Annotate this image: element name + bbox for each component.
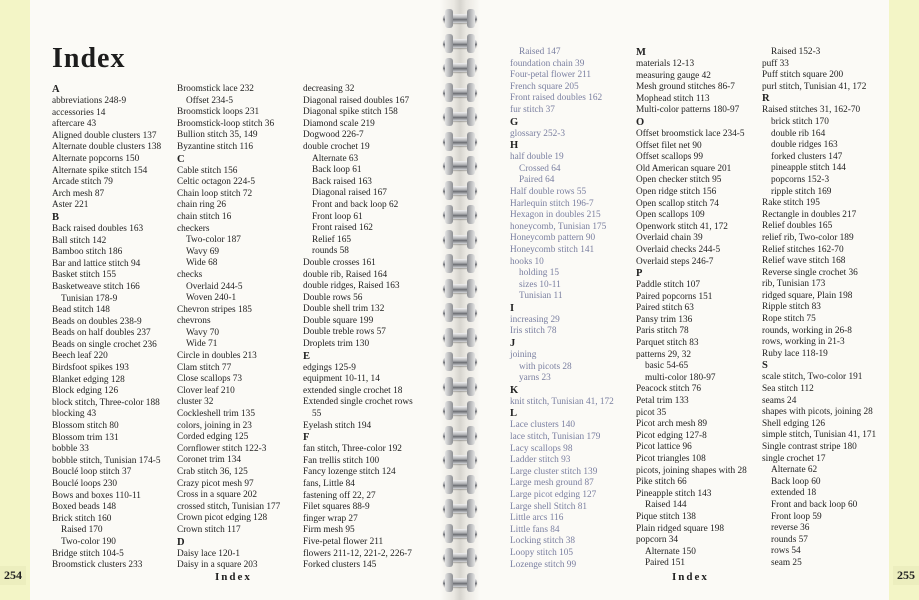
index-entry: Broomstick lace 232	[177, 84, 254, 94]
index-subentry: sizes 10-11	[519, 279, 561, 290]
index-subentry: Wide 71	[186, 339, 218, 350]
binding-coil	[443, 431, 477, 440]
index-entry: materials 12-13	[636, 59, 695, 69]
index-entry: Chevron stripes 185	[177, 304, 252, 315]
index-entry: Hexagon in doubles 215	[510, 210, 601, 221]
index-entry: purl stitch, Tunisian 41, 172	[762, 81, 867, 92]
index-entry: Crazy picot mesh 97	[177, 478, 254, 489]
index-entry: Picot triangles 108	[636, 454, 706, 464]
index-subentry: Front raised 162	[312, 223, 373, 234]
index-entry: Multi-color patterns 180-97	[636, 105, 740, 116]
binding-coil	[443, 504, 477, 513]
binding-coil	[443, 161, 477, 170]
index-entry: knit stitch, Tunisian 41, 172	[510, 396, 614, 407]
index-entry: Beech leaf 220	[52, 351, 108, 362]
index-entry: Basketweave stitch 166	[52, 281, 140, 292]
index-entry: popcorn 34	[636, 535, 679, 546]
index-subentry: with picots 28	[519, 361, 572, 372]
index-entry: Lozenge stitch 99	[510, 559, 577, 570]
left-page-edge	[0, 0, 30, 600]
index-entry: Shell edging 126	[762, 418, 826, 429]
index-entry: Little arcs 116	[510, 513, 564, 524]
binding-coil	[443, 455, 477, 464]
index-entry: Raised stitches 31, 162-70	[762, 105, 861, 116]
index-entry: Harlequin stitch 196-7	[510, 198, 594, 209]
index-entry: Bamboo stitch 186	[52, 247, 123, 258]
index-entry: Beads on single crochet 236	[52, 339, 157, 350]
index-entry: Brick stitch 160	[52, 513, 112, 524]
index-entry: Paired popcorns 151	[636, 291, 713, 302]
index-entry: Puff stitch square 200	[762, 70, 844, 81]
index-entry: Pineapple stitch 143	[636, 488, 712, 499]
index-subentry: Raised 147	[519, 47, 561, 57]
index-entry: Dogwood 226-7	[303, 130, 364, 141]
index-entry: Sea stitch 112	[762, 384, 814, 395]
index-subentry: Overlaid 244-5	[186, 281, 243, 292]
index-entry: Corded edging 125	[177, 432, 249, 443]
index-entry: Single contrast stripe 180	[762, 442, 857, 452]
index-entry: Overlaid chain 39	[636, 233, 703, 244]
index-entry: Firm mesh 95	[303, 525, 355, 536]
index-entry: glossary 252-3	[510, 128, 566, 139]
index-subentry: extended 18	[771, 488, 817, 499]
index-entry: bobble stitch, Tunisian 174-5	[52, 455, 161, 466]
index-subentry: double ridges 163	[771, 140, 838, 151]
binding-coil	[443, 137, 477, 146]
index-entry: extended single crochet 18	[303, 385, 403, 396]
index-entry: checks	[177, 269, 203, 280]
index-entry: Plain ridged square 198	[636, 523, 725, 534]
index-entry: Offset filet net 90	[636, 140, 702, 151]
index-entry: Locking stitch 38	[510, 536, 576, 547]
index-entry: Front raised doubles 162	[510, 93, 603, 104]
left-page-number: 254	[0, 566, 26, 585]
binding-coil	[443, 578, 477, 587]
index-entry: Old American square 201	[636, 163, 732, 174]
index-subentry: Wavy 69	[186, 246, 220, 257]
index-entry: Offset broomstick lace 234-5	[636, 128, 745, 139]
index-subentry: basic 54-65	[645, 361, 689, 372]
index-entry: chain stitch 16	[177, 211, 232, 222]
index-letter-heading: E	[303, 350, 311, 362]
index-entry: Bouclé loops 230	[52, 479, 118, 489]
index-subentry: Woven 240-1	[186, 293, 237, 304]
index-entry: Fan trellis stitch 100	[303, 455, 380, 466]
index-entry: increasing 29	[510, 314, 560, 325]
index-subentry: Offset 234-5	[186, 95, 234, 106]
binding-coil	[443, 284, 477, 293]
index-entry: joining	[510, 350, 537, 361]
index-subentry: yarns 23	[519, 373, 551, 384]
index-entry: Overlaid steps 246-7	[636, 256, 714, 267]
index-entry: Large mesh ground 87	[510, 478, 594, 489]
index-entry: Ripple stitch 83	[762, 302, 821, 313]
index-entry: Pique stitch 138	[636, 511, 696, 522]
index-entry: Relief stitches 162-70	[762, 244, 844, 255]
index-subentry: Alternate 63	[312, 153, 359, 164]
binding-coil	[443, 235, 477, 244]
index-subentry: ripple stitch 169	[771, 186, 832, 197]
index-entry: Five-petal flower 211	[303, 536, 384, 547]
binding-coil	[443, 88, 477, 97]
index-subentry: Two-color 190	[61, 536, 116, 547]
index-subentry: Raised 170	[61, 525, 103, 536]
index-entry: Aligned double clusters 137	[52, 130, 157, 141]
index-letter-heading: S	[762, 360, 768, 372]
page-title: Index	[52, 43, 126, 74]
index-entry: Picot edging 127-8	[636, 430, 707, 441]
right-page-edge	[889, 0, 919, 600]
index-entry: Pansy trim 136	[636, 314, 693, 325]
index-entry: abbreviations 248-9	[52, 96, 127, 106]
index-entry: seams 24	[762, 395, 797, 406]
index-entry: Cross in a square 202	[177, 490, 258, 501]
index-entry: Paris stitch 78	[636, 326, 689, 337]
index-subentry: Wide 68	[186, 258, 218, 269]
index-subentry: Relief 165	[312, 234, 351, 245]
index-entry: Arch mesh 87	[52, 188, 105, 199]
left-footer-label: Index	[215, 571, 252, 583]
index-letter-heading: D	[177, 536, 185, 548]
index-entry: Lace clusters 140	[510, 420, 576, 431]
binding-coil	[443, 382, 477, 391]
binding-coil	[443, 529, 477, 538]
index-entry: Crown stitch 117	[177, 524, 241, 535]
index-entry: single crochet 17	[762, 453, 826, 464]
index-letter-heading: M	[636, 47, 646, 58]
index-subentry: Tunisian 11	[519, 291, 563, 302]
index-entry: Picot lattice 96	[636, 442, 692, 453]
index-subentry: Raised 152-3	[771, 47, 821, 57]
index-entry: Cable stitch 156	[177, 165, 238, 176]
index-entry: Honeycomb stitch 141	[510, 244, 595, 255]
index-subentry: Alternate 62	[771, 465, 818, 476]
index-subentry: Wavy 70	[186, 327, 220, 338]
index-subentry: forked clusters 147	[771, 151, 843, 162]
index-subentry: popcorns 152-3	[771, 174, 830, 185]
index-entry: fur stitch 37	[510, 104, 555, 115]
index-entry: chain ring 26	[177, 200, 227, 211]
index-entry: picot 35	[636, 407, 667, 418]
index-entry: block stitch, Three-color 188	[52, 397, 160, 408]
index-letter-heading: C	[177, 153, 185, 165]
index-column-4	[510, 47, 614, 571]
index-subentry: Front loop 61	[312, 211, 363, 222]
index-entry: Half double rows 55	[510, 186, 587, 197]
index-entry: Cockleshell trim 135	[177, 409, 255, 420]
binding-coil	[443, 308, 477, 317]
index-subentry: Paired 64	[519, 175, 555, 186]
index-entry: Double rows 56	[303, 292, 363, 303]
index-entry: aftercare 43	[52, 119, 97, 130]
index-entry: Open scallops 109	[636, 210, 705, 221]
index-entry: Birdsfoot spikes 193	[52, 363, 129, 374]
index-entry: Coronet trim 134	[177, 455, 242, 466]
index-entry: Relief doubles 165	[762, 221, 833, 232]
index-letter-heading: L	[510, 408, 518, 420]
binding-coil	[443, 14, 477, 23]
index-entry: Relief wave stitch 168	[762, 256, 846, 267]
index-subentry: pineapple stitch 144	[771, 163, 846, 174]
index-entry: Double treble rows 57	[303, 327, 386, 338]
index-subentry: Raised 144	[645, 500, 687, 511]
index-entry: crossed stitch, Tunisian 177	[177, 501, 281, 512]
index-entry: Basket stitch 155	[52, 270, 117, 281]
index-entry: puff 33	[762, 58, 789, 69]
index-entry: Blanket edging 128	[52, 374, 125, 385]
index-entry: Broomstick loops 231	[177, 107, 260, 118]
index-entry: Fancy lozenge stitch 124	[303, 467, 396, 478]
index-entry: Rake stitch 195	[762, 198, 820, 209]
index-entry: Bar and lattice stitch 94	[52, 258, 141, 269]
binding-coil	[443, 333, 477, 342]
index-entry: Open scallop stitch 74	[636, 198, 719, 209]
index-entry: Blossom trim 131	[52, 432, 119, 443]
index-entry: Beads on half doubles 237	[52, 328, 151, 339]
index-entry: double crochet 19	[303, 141, 370, 152]
index-entry: simple stitch, Tunisian 41, 171	[762, 430, 877, 441]
index-entry: Overlaid checks 244-5	[636, 244, 721, 255]
binding-coil	[443, 480, 477, 489]
index-entry: ridged square, Plain 198	[762, 290, 853, 301]
index-entry: Ruby lace 118-19	[762, 348, 828, 359]
index-entry: Alternate double clusters 138	[52, 142, 162, 153]
right-page-number: 255	[893, 566, 919, 585]
index-entry: Broomstick-loop stitch 36	[177, 118, 275, 129]
index-entry: Parquet stitch 83	[636, 338, 699, 349]
index-letter-heading: K	[510, 384, 519, 396]
index-subentry: holding 15	[519, 268, 560, 279]
index-entry: flowers 211-12, 221-2, 226-7	[303, 548, 412, 559]
index-entry: Paddle stitch 107	[636, 280, 701, 291]
index-entry: Chain loop stitch 72	[177, 188, 253, 199]
index-letter-heading: O	[636, 116, 645, 128]
index-subentry: Crossed 64	[519, 163, 561, 174]
index-entry: Four-petal flower 211	[510, 70, 592, 81]
binding-coil	[443, 259, 477, 268]
index-entry: Diagonal raised doubles 167	[303, 95, 410, 106]
index-entry: Peacock stitch 76	[636, 384, 702, 395]
index-letter-heading: G	[510, 116, 519, 128]
index-subentry: rounds 58	[312, 246, 349, 257]
index-letter-heading: J	[510, 338, 516, 350]
index-subentry: rounds 57	[771, 534, 808, 545]
index-entry: Forked clusters 145	[303, 560, 377, 571]
index-entry: Little fans 84	[510, 524, 560, 535]
index-entry: Arcade stitch 79	[52, 177, 113, 188]
index-entry: Ladder stitch 93	[510, 455, 571, 466]
index-column-6	[762, 47, 876, 570]
index-entry: Iris stitch 78	[510, 326, 557, 337]
index-subentry: Back loop 60	[771, 476, 821, 487]
index-entry: Pike stitch 66	[636, 477, 687, 488]
index-subentry: Diagonal raised 167	[312, 188, 387, 199]
index-entry: Droplets trim 130	[303, 339, 370, 350]
index-entry: picots, joining shapes with 28	[636, 465, 747, 476]
index-letter-heading: R	[762, 93, 770, 105]
index-entry: Ball stitch 142	[52, 235, 107, 246]
binding-coil	[443, 63, 477, 72]
index-entry: Crab stitch 36, 125	[177, 467, 248, 477]
index-entry: foundation chain 39	[510, 58, 585, 69]
index-subentry: Front and back loop 60	[771, 499, 858, 510]
index-entry: lace stitch, Tunisian 179	[510, 432, 601, 443]
index-subentry: 55	[312, 409, 322, 420]
index-entry: Paired stitch 63	[636, 303, 694, 314]
index-entry: decreasing 32	[303, 84, 355, 94]
index-entry: Blossom stitch 80	[52, 421, 119, 432]
index-entry: Offset scallops 99	[636, 152, 703, 163]
index-entry: chevrons	[177, 316, 211, 327]
binding-coil	[443, 406, 477, 415]
index-subentry: Paired 151	[645, 558, 686, 569]
index-subentry: brick stitch 170	[771, 116, 829, 127]
index-letter-heading: H	[510, 140, 519, 152]
right-footer-label: Index	[672, 571, 709, 583]
index-entry: blocking 43	[52, 409, 97, 420]
index-entry: Openwork stitch 41, 172	[636, 221, 728, 232]
index-subentry: rows 54	[771, 546, 801, 557]
index-subentry: Two-color 187	[186, 235, 241, 246]
index-entry: Diamond scale 219	[303, 118, 375, 129]
index-entry: Large picot edging 127	[510, 490, 597, 500]
index-entry: Alternate popcorns 150	[52, 153, 140, 164]
index-subentry: multi-color 180-97	[645, 372, 716, 383]
index-entry: Large shell Stitch 81	[510, 501, 588, 512]
index-entry: cluster 32	[177, 397, 214, 408]
index-entry: rounds, working in 26-8	[762, 325, 852, 336]
index-entry: bobble 33	[52, 444, 89, 455]
index-entry: Loopy stitch 105	[510, 547, 574, 558]
index-entry: Bullion stitch 35, 149	[177, 130, 258, 141]
index-subentry: Front loop 59	[771, 511, 822, 522]
index-entry: Bridge stitch 104-5	[52, 548, 124, 559]
index-entry: rib, Tunisian 173	[762, 279, 826, 290]
index-entry: Lacy scallops 98	[510, 443, 573, 454]
index-entry: Aster 221	[52, 200, 89, 211]
index-entry: Boxed beads 148	[52, 502, 117, 513]
index-entry: double rib, Raised 164	[303, 269, 388, 280]
binding-coil	[443, 186, 477, 195]
index-entry: relief rib, Two-color 189	[762, 232, 854, 243]
index-entry: scale stitch, Two-color 191	[762, 372, 863, 383]
binding-coil	[443, 112, 477, 121]
index-entry: measuring gauge 42	[636, 70, 711, 81]
index-entry: Cornflower stitch 122-3	[177, 443, 267, 454]
index-entry: French square 205	[510, 81, 579, 92]
index-column-3	[303, 84, 413, 572]
index-entry: Daisy in a square 203	[177, 560, 258, 571]
index-entry: Extended single crochet rows	[303, 397, 413, 408]
index-entry: Byzantine stitch 116	[177, 141, 254, 152]
index-entry: Double shell trim 132	[303, 304, 385, 315]
index-entry: colors, joining in 23	[177, 420, 252, 431]
index-entry: Bows and boxes 110-11	[52, 490, 141, 501]
index-entry: hooks 10	[510, 256, 544, 267]
index-subentry: Back loop 61	[312, 165, 362, 176]
binding-coil	[443, 210, 477, 219]
index-entry: edgings 125-9	[303, 362, 356, 373]
index-entry: Petal trim 133	[636, 396, 689, 407]
index-subentry: Back raised 163	[312, 176, 372, 187]
index-entry: Large cluster stitch 139	[510, 466, 598, 477]
index-entry: Open checker stitch 95	[636, 175, 722, 186]
index-entry: Block edging 126	[52, 386, 119, 397]
index-entry: Open ridge stitch 156	[636, 186, 717, 197]
index-subentry: Alternate 150	[645, 546, 696, 557]
index-entry: honeycomb, Tunisian 175	[510, 221, 607, 232]
index-entry: Beads on doubles 238-9	[52, 316, 142, 327]
index-entry: Alternate spike stitch 154	[52, 165, 148, 176]
index-entry: Crown picot edging 128	[177, 513, 268, 524]
index-entry: Picot arch mesh 89	[636, 419, 708, 430]
index-entry: Mesh ground stitches 86-7	[636, 82, 735, 93]
index-column-1	[52, 84, 161, 572]
index-entry: half double 19	[510, 152, 564, 163]
index-entry: Rectangle in doubles 217	[762, 209, 857, 220]
index-column-2	[177, 84, 280, 572]
index-entry: accessories 14	[52, 107, 106, 118]
index-entry: Mophead stitch 113	[636, 93, 710, 104]
index-subentry: reverse 36	[771, 523, 810, 534]
index-entry: shapes with picots, joining 28	[762, 407, 873, 418]
index-entry: Broomstick clusters 233	[52, 560, 143, 571]
index-entry: Diagonal spike stitch 158	[303, 107, 398, 118]
index-subentry: Tunisian 178-9	[61, 293, 118, 304]
index-entry: Clam stitch 77	[177, 362, 232, 373]
index-entry: Rope stitch 75	[762, 314, 816, 325]
index-letter-heading: B	[52, 211, 60, 223]
index-entry: Filet squares 88-9	[303, 502, 370, 513]
index-entry: Honeycomb pattern 90	[510, 233, 596, 244]
index-subentry: double rib 164	[771, 128, 826, 139]
index-entry: checkers	[177, 223, 210, 234]
index-subentry: Front and back loop 62	[312, 199, 399, 210]
index-entry: Bouclé loop stitch 37	[52, 467, 132, 478]
index-entry: Daisy lace 120-1	[177, 548, 240, 559]
index-entry: finger wrap 27	[303, 513, 358, 524]
index-entry: Reverse single crochet 36	[762, 267, 858, 278]
index-column-5	[636, 47, 747, 570]
index-letter-heading: A	[52, 84, 60, 95]
index-letter-heading: F	[303, 432, 310, 444]
index-entry: Circle in doubles 213	[177, 351, 257, 362]
index-entry: Eyelash stitch 194	[303, 420, 372, 431]
binding-coil	[443, 357, 477, 366]
index-entry: equipment 10-11, 14	[303, 374, 380, 385]
binding-coil	[443, 39, 477, 48]
index-entry: fan stitch, Three-color 192	[303, 444, 402, 455]
index-entry: fans, Little 84	[303, 479, 355, 489]
index-entry: fastening off 22, 27	[303, 490, 376, 501]
index-entry: patterns 29, 32	[636, 349, 691, 360]
index-entry: rows, working in 21-3	[762, 337, 845, 348]
index-entry: Bead stitch 148	[52, 305, 110, 316]
index-letter-heading: P	[636, 268, 643, 280]
index-entry: double ridges, Raised 163	[303, 281, 400, 292]
index-letter-heading: I	[510, 302, 515, 314]
index-entry: Double square 199	[303, 315, 374, 326]
index-entry: Double crosses 161	[303, 257, 376, 268]
index-subentry: seam 25	[771, 557, 802, 568]
index-entry: Celtic octagon 224-5	[177, 177, 255, 188]
binding-coil	[443, 553, 477, 562]
index-entry: Clover leaf 210	[177, 385, 235, 396]
index-entry: Close scallops 73	[177, 374, 243, 385]
index-entry: Back raised doubles 163	[52, 223, 144, 234]
